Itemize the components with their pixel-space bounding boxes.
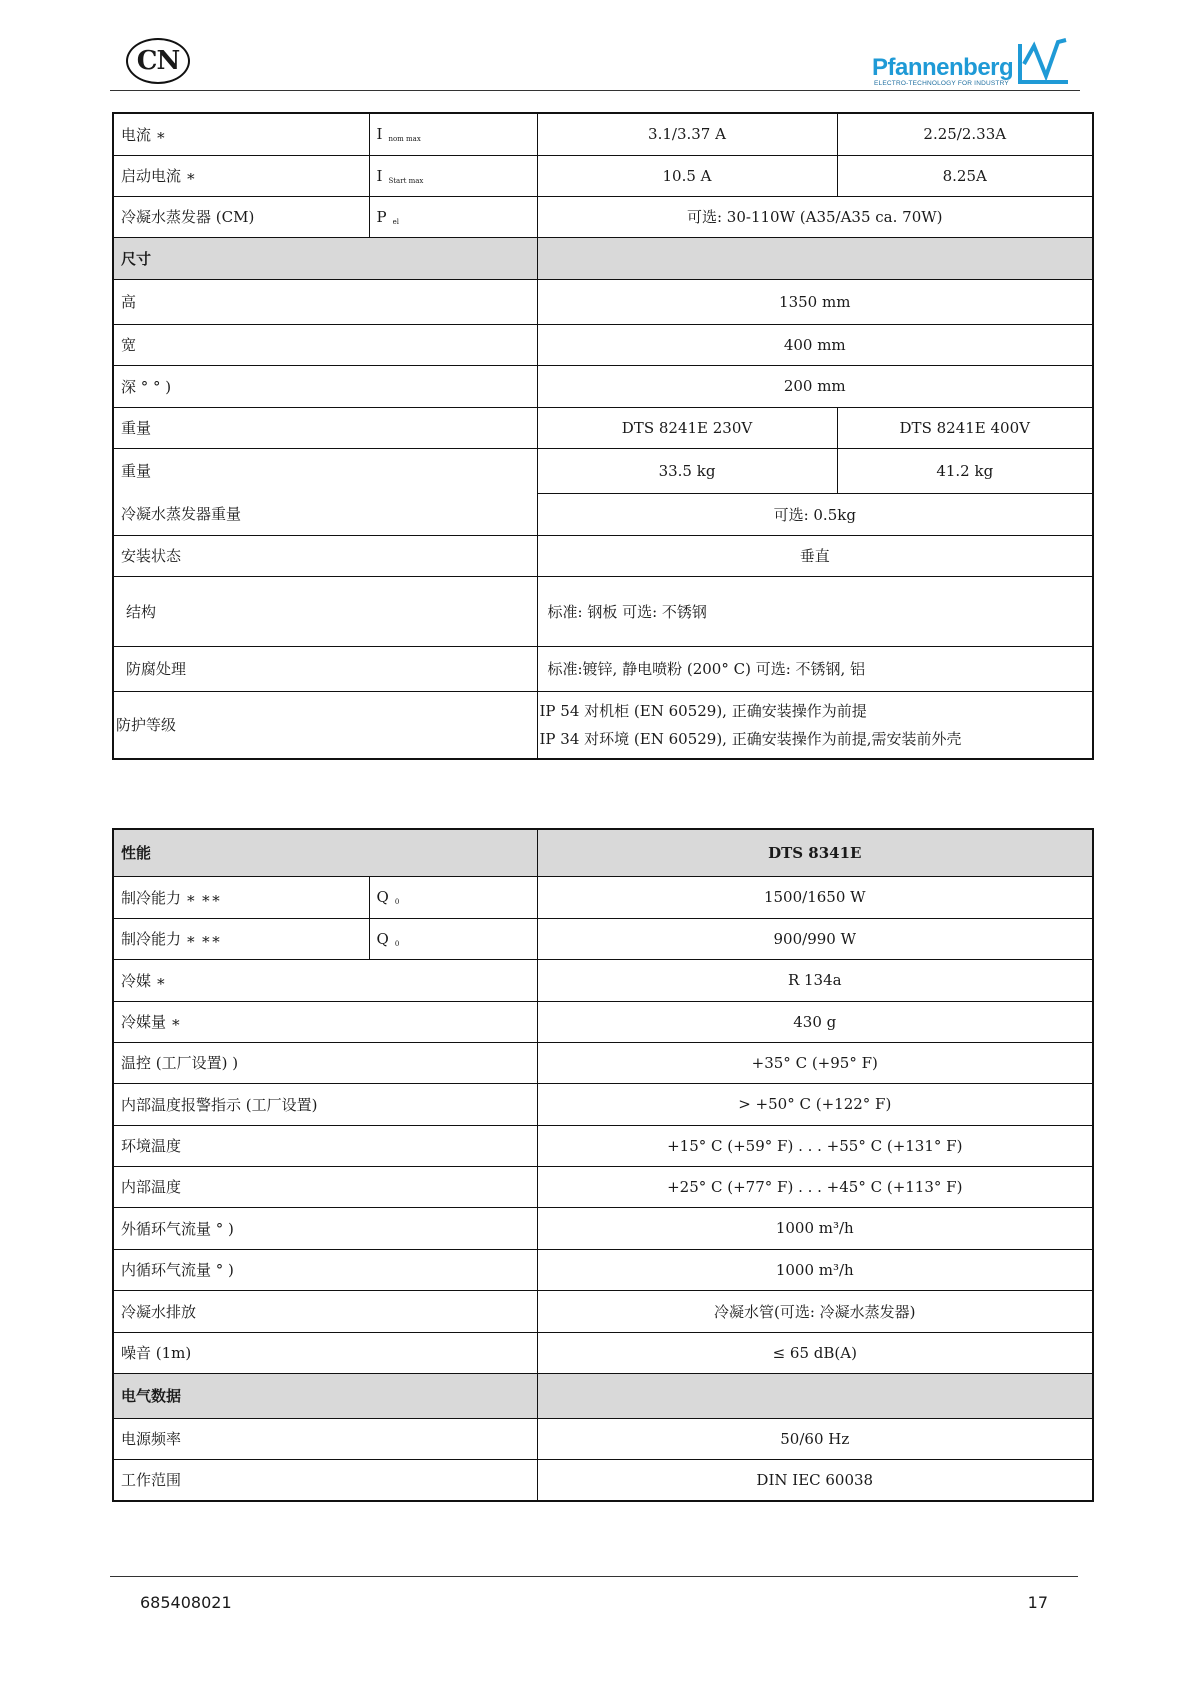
table-row bbox=[113, 535, 1093, 576]
cell-value: R 134a bbox=[537, 959, 1093, 1001]
row-label: 制冷能力 ∗ ∗∗ bbox=[113, 876, 369, 918]
cell-value: 430 g bbox=[537, 1001, 1093, 1042]
row-label: 重量 bbox=[113, 407, 537, 448]
cell-value: 41.2 kg bbox=[837, 448, 1093, 493]
row-label: 启动电流 ∗ bbox=[113, 155, 369, 196]
cell-value: 10.5 A bbox=[537, 155, 837, 196]
logo-wave-icon bbox=[1016, 36, 1072, 86]
section-blank bbox=[537, 237, 1093, 279]
page-header bbox=[110, 32, 1080, 91]
table-row bbox=[113, 576, 1093, 646]
row-symbol: I $_{Start max}$ bbox=[369, 155, 537, 196]
model-heading: DTS 8341E bbox=[537, 829, 1093, 876]
table-row bbox=[113, 1042, 1093, 1083]
logo-tagline: ELECTRO-TECHNOLOGY FOR INDUSTRY bbox=[874, 80, 1009, 87]
row-label: 结构 bbox=[113, 576, 537, 646]
row-symbol: Q $_0$ bbox=[369, 876, 537, 918]
table-row bbox=[113, 1125, 1093, 1166]
table-row bbox=[113, 279, 1093, 324]
row-label: 冷媒 ∗ bbox=[113, 959, 537, 1001]
row-label: 冷凝水排放 bbox=[113, 1290, 537, 1332]
section-row bbox=[113, 829, 1093, 876]
table-row bbox=[113, 196, 1093, 237]
cell-value: DTS 8241E 230V bbox=[537, 407, 837, 448]
table-row bbox=[113, 113, 1093, 155]
cell-value: 2.25/2.33A bbox=[837, 113, 1093, 155]
row-label: 电流 ∗ bbox=[113, 113, 369, 155]
table-row bbox=[113, 646, 1093, 691]
table-row bbox=[113, 155, 1093, 196]
cell-value: 垂直 bbox=[537, 535, 1093, 576]
spec-table-performance bbox=[112, 828, 1094, 1502]
table-row bbox=[113, 1332, 1093, 1373]
page-footer bbox=[110, 1576, 1078, 1612]
row-label: 宽 bbox=[113, 324, 537, 365]
table-row bbox=[113, 1166, 1093, 1207]
cell-value: 1500/1650 W bbox=[537, 876, 1093, 918]
cell-value bbox=[537, 691, 1093, 759]
table-row bbox=[113, 1001, 1093, 1042]
table-row bbox=[113, 407, 1093, 448]
row-label: 工作范围 bbox=[113, 1459, 537, 1501]
row-label: 深 ° ° ) bbox=[113, 365, 537, 407]
cell-value: 8.25A bbox=[837, 155, 1093, 196]
row-label: 冷凝水蒸发器 (CM) bbox=[113, 196, 369, 237]
section-title-performance: 性能 bbox=[113, 829, 537, 876]
table-row bbox=[113, 918, 1093, 959]
protection-line-1: IP 54 对机柜 (EN 60529), 正确安装操作为前提 bbox=[539, 701, 867, 720]
row-label: 制冷能力 ∗ ∗∗ bbox=[113, 918, 369, 959]
cell-value: DTS 8241E 400V bbox=[837, 407, 1093, 448]
table-row bbox=[113, 691, 1093, 759]
cn-language-badge: CN bbox=[126, 38, 190, 84]
row-symbol: Q $_0$ bbox=[369, 918, 537, 959]
table-row bbox=[113, 1249, 1093, 1290]
row-label: 防护等级 bbox=[113, 691, 537, 759]
cell-value: > +50° C (+122° F) bbox=[537, 1083, 1093, 1125]
table-row bbox=[113, 1083, 1093, 1125]
cell-value: ≤ 65 dB(A) bbox=[537, 1332, 1093, 1373]
row-label: 防腐处理 bbox=[113, 646, 537, 691]
table-row bbox=[113, 1290, 1093, 1332]
table-row bbox=[113, 324, 1093, 365]
row-label: 噪音 (1m) bbox=[113, 1332, 537, 1373]
table-row bbox=[113, 1459, 1093, 1501]
section-title-dimensions: 尺寸 bbox=[113, 237, 537, 279]
table-row bbox=[113, 959, 1093, 1001]
row-label: 环境温度 bbox=[113, 1125, 537, 1166]
table-row bbox=[113, 1418, 1093, 1459]
logo-wordmark: Pfannenberg bbox=[872, 54, 1014, 81]
cell-value: 3.1/3.37 A bbox=[537, 113, 837, 155]
cell-value: +25° C (+77° F) . . . +45° C (+113° F) bbox=[537, 1166, 1093, 1207]
row-label: 外循环气流量 ° ) bbox=[113, 1207, 537, 1249]
cell-value: 1000 m³/h bbox=[537, 1207, 1093, 1249]
cell-value: 标准:镀锌, 静电喷粉 (200° C) 可选: 不锈钢, 铝 bbox=[537, 646, 1093, 691]
section-row bbox=[113, 1373, 1093, 1418]
cell-value: 可选: 30-110W (A35/A35 ca. 70W) bbox=[537, 196, 1093, 237]
table-row bbox=[113, 493, 1093, 535]
row-symbol: I $_{nom max}$ bbox=[369, 113, 537, 155]
cell-value: +35° C (+95° F) bbox=[537, 1042, 1093, 1083]
pfannenberg-logo bbox=[872, 34, 1072, 88]
protection-line-2: IP 34 对环境 (EN 60529), 正确安装操作为前提,需安装前外壳 bbox=[539, 729, 962, 748]
section-title-electrical: 电气数据 bbox=[113, 1373, 537, 1418]
table-row bbox=[113, 1207, 1093, 1249]
table-row bbox=[113, 365, 1093, 407]
row-label: 内部温度 bbox=[113, 1166, 537, 1207]
cell-value: 900/990 W bbox=[537, 918, 1093, 959]
table-row bbox=[113, 876, 1093, 918]
cell-value: 1350 mm bbox=[537, 279, 1093, 324]
cell-value: 可选: 0.5kg bbox=[537, 493, 1093, 535]
cell-value: 1000 m³/h bbox=[537, 1249, 1093, 1290]
row-label: 内循环气流量 ° ) bbox=[113, 1249, 537, 1290]
row-label: 冷凝水蒸发器重量 bbox=[113, 493, 537, 535]
cell-value: 400 mm bbox=[537, 324, 1093, 365]
row-label: 电源频率 bbox=[113, 1418, 537, 1459]
cell-value: 冷凝水管(可选: 冷凝水蒸发器) bbox=[537, 1290, 1093, 1332]
row-label: 温控 (工厂设置) ) bbox=[113, 1042, 537, 1083]
page-number: 17 bbox=[1027, 1593, 1048, 1612]
section-blank bbox=[537, 1373, 1093, 1418]
cell-value: +15° C (+59° F) . . . +55° C (+131° F) bbox=[537, 1125, 1093, 1166]
row-label: 重量 bbox=[113, 448, 537, 493]
cell-value: 标准: 钢板 可选: 不锈钢 bbox=[537, 576, 1093, 646]
section-row bbox=[113, 237, 1093, 279]
table-row bbox=[113, 448, 1093, 493]
document-number: 685408021 bbox=[140, 1593, 232, 1612]
row-label: 安装状态 bbox=[113, 535, 537, 576]
cell-value: DIN IEC 60038 bbox=[537, 1459, 1093, 1501]
row-label: 冷媒量 ∗ bbox=[113, 1001, 537, 1042]
cell-value: 50/60 Hz bbox=[537, 1418, 1093, 1459]
cell-value: 200 mm bbox=[537, 365, 1093, 407]
row-label: 内部温度报警指示 (工厂设置) bbox=[113, 1083, 537, 1125]
row-symbol: P $_{el}$ bbox=[369, 196, 537, 237]
cell-value: 33.5 kg bbox=[537, 448, 837, 493]
spec-table-dimensions bbox=[112, 112, 1094, 760]
row-label: 高 bbox=[113, 279, 537, 324]
